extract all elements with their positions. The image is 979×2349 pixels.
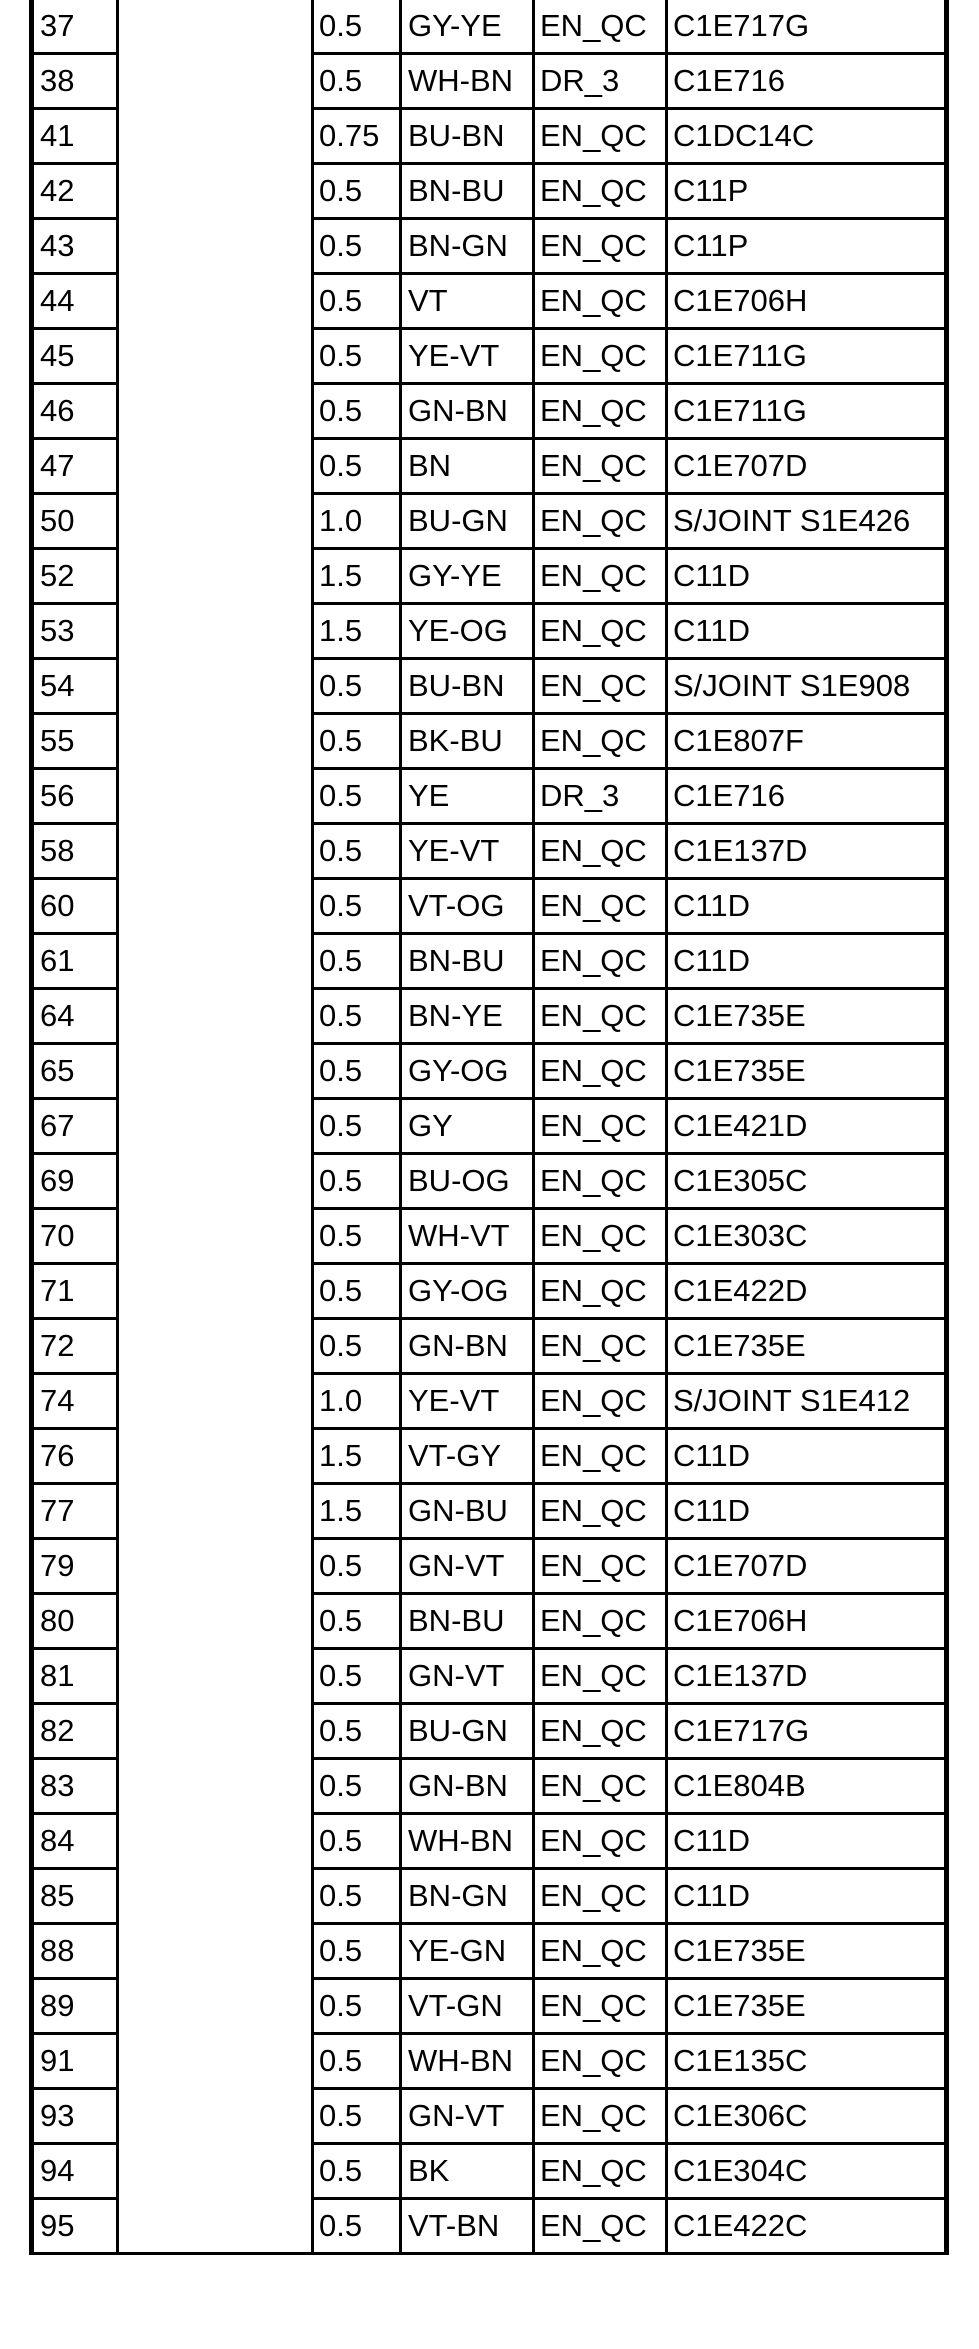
- table-row: [32, 1429, 947, 1484]
- table-row: [32, 0, 947, 54]
- pin-cell: 95: [32, 2199, 118, 2254]
- gauge-cell: 1.0: [313, 494, 401, 549]
- table-row: [32, 1044, 947, 1099]
- blank-cell: [118, 549, 313, 604]
- wire-color-cell: BN: [401, 439, 534, 494]
- variant-cell: EN_QC: [534, 329, 667, 384]
- gauge-cell: 0.5: [313, 1099, 401, 1154]
- gauge-cell: 1.5: [313, 1484, 401, 1539]
- table-row: [32, 989, 947, 1044]
- gauge-cell: 0.5: [313, 384, 401, 439]
- gauge-cell: 0.5: [313, 1704, 401, 1759]
- blank-cell: [118, 494, 313, 549]
- blank-cell: [118, 934, 313, 989]
- wire-color-cell: BN-YE: [401, 989, 534, 1044]
- wire-color-cell: BU-BN: [401, 659, 534, 714]
- destination-cell: S/JOINT S1E426: [667, 494, 947, 549]
- variant-cell: EN_QC: [534, 1979, 667, 2034]
- table-row: [32, 2089, 947, 2144]
- wire-color-cell: GY: [401, 1099, 534, 1154]
- pin-cell: 54: [32, 659, 118, 714]
- variant-cell: EN_QC: [534, 1594, 667, 1649]
- wire-color-cell: GN-VT: [401, 2089, 534, 2144]
- blank-cell: [118, 1869, 313, 1924]
- wire-color-cell: WH-BN: [401, 54, 534, 109]
- wire-color-cell: BN-GN: [401, 219, 534, 274]
- gauge-cell: 0.5: [313, 2144, 401, 2199]
- table-row: [32, 1264, 947, 1319]
- wire-color-cell: BU-GN: [401, 494, 534, 549]
- table-row: [32, 1704, 947, 1759]
- gauge-cell: 0.5: [313, 1539, 401, 1594]
- table-row: [32, 1099, 947, 1154]
- pin-cell: 42: [32, 164, 118, 219]
- wire-color-cell: GN-BU: [401, 1484, 534, 1539]
- table-row: [32, 2034, 947, 2089]
- pin-cell: 60: [32, 879, 118, 934]
- gauge-cell: 0.5: [313, 1209, 401, 1264]
- wire-color-cell: BK-BU: [401, 714, 534, 769]
- variant-cell: DR_3: [534, 769, 667, 824]
- wire-color-cell: GN-BN: [401, 1759, 534, 1814]
- wire-color-cell: YE: [401, 769, 534, 824]
- destination-cell: C1DC14C: [667, 109, 947, 164]
- table-row: [32, 1594, 947, 1649]
- wire-color-cell: YE-VT: [401, 824, 534, 879]
- variant-cell: EN_QC: [534, 2199, 667, 2254]
- blank-cell: [118, 1319, 313, 1374]
- variant-cell: EN_QC: [534, 164, 667, 219]
- gauge-cell: 1.0: [313, 1374, 401, 1429]
- blank-cell: [118, 1649, 313, 1704]
- variant-cell: EN_QC: [534, 1374, 667, 1429]
- pin-cell: 77: [32, 1484, 118, 1539]
- variant-cell: EN_QC: [534, 879, 667, 934]
- wire-color-cell: VT: [401, 274, 534, 329]
- destination-cell: C1E303C: [667, 1209, 947, 1264]
- destination-cell: C1E707D: [667, 1539, 947, 1594]
- wiring-table-body: [32, 0, 947, 2254]
- pin-cell: 43: [32, 219, 118, 274]
- variant-cell: EN_QC: [534, 1539, 667, 1594]
- blank-cell: [118, 1429, 313, 1484]
- blank-cell: [118, 274, 313, 329]
- table-row: [32, 439, 947, 494]
- destination-cell: C1E807F: [667, 714, 947, 769]
- gauge-cell: 0.5: [313, 1264, 401, 1319]
- wire-color-cell: YE-VT: [401, 1374, 534, 1429]
- variant-cell: EN_QC: [534, 549, 667, 604]
- table-row: [32, 1374, 947, 1429]
- pin-cell: 93: [32, 2089, 118, 2144]
- destination-cell: C1E706H: [667, 1594, 947, 1649]
- variant-cell: EN_QC: [534, 494, 667, 549]
- pin-cell: 61: [32, 934, 118, 989]
- wire-color-cell: GN-VT: [401, 1649, 534, 1704]
- blank-cell: [118, 1154, 313, 1209]
- variant-cell: EN_QC: [534, 1484, 667, 1539]
- wire-color-cell: VT-OG: [401, 879, 534, 934]
- blank-cell: [118, 384, 313, 439]
- pin-cell: 91: [32, 2034, 118, 2089]
- destination-cell: C1E804B: [667, 1759, 947, 1814]
- destination-cell: C11D: [667, 1814, 947, 1869]
- destination-cell: C1E735E: [667, 1319, 947, 1374]
- pin-cell: 70: [32, 1209, 118, 1264]
- variant-cell: EN_QC: [534, 1044, 667, 1099]
- gauge-cell: 0.5: [313, 1649, 401, 1704]
- wire-color-cell: GN-BN: [401, 384, 534, 439]
- table-row: [32, 494, 947, 549]
- blank-cell: [118, 54, 313, 109]
- wire-color-cell: WH-BN: [401, 1814, 534, 1869]
- pin-cell: 38: [32, 54, 118, 109]
- wire-color-cell: VT-GN: [401, 1979, 534, 2034]
- pin-cell: 82: [32, 1704, 118, 1759]
- blank-cell: [118, 1814, 313, 1869]
- pin-cell: 55: [32, 714, 118, 769]
- gauge-cell: 0.5: [313, 1319, 401, 1374]
- gauge-cell: 0.5: [313, 1979, 401, 2034]
- table-row: [32, 2199, 947, 2254]
- wire-color-cell: BU-GN: [401, 1704, 534, 1759]
- blank-cell: [118, 604, 313, 659]
- variant-cell: EN_QC: [534, 1814, 667, 1869]
- wire-color-cell: WH-BN: [401, 2034, 534, 2089]
- blank-cell: [118, 1209, 313, 1264]
- table-row: [32, 1539, 947, 1594]
- gauge-cell: 0.75: [313, 109, 401, 164]
- blank-cell: [118, 1484, 313, 1539]
- wiring-table: [29, 0, 949, 2255]
- destination-cell: C1E305C: [667, 1154, 947, 1209]
- table-row: [32, 54, 947, 109]
- destination-cell: C11D: [667, 1869, 947, 1924]
- gauge-cell: 0.5: [313, 329, 401, 384]
- wire-color-cell: YE-GN: [401, 1924, 534, 1979]
- pin-cell: 41: [32, 109, 118, 164]
- table-row: [32, 549, 947, 604]
- gauge-cell: 0.5: [313, 1814, 401, 1869]
- blank-cell: [118, 1044, 313, 1099]
- wire-color-cell: GY-OG: [401, 1044, 534, 1099]
- blank-cell: [118, 659, 313, 714]
- variant-cell: EN_QC: [534, 824, 667, 879]
- wire-color-cell: GY-YE: [401, 549, 534, 604]
- blank-cell: [118, 2144, 313, 2199]
- variant-cell: EN_QC: [534, 1924, 667, 1979]
- table-row: [32, 659, 947, 714]
- destination-cell: C1E717G: [667, 0, 947, 54]
- variant-cell: EN_QC: [534, 989, 667, 1044]
- blank-cell: [118, 824, 313, 879]
- wire-color-cell: GN-VT: [401, 1539, 534, 1594]
- pin-cell: 67: [32, 1099, 118, 1154]
- blank-cell: [118, 109, 313, 164]
- wire-color-cell: BN-BU: [401, 1594, 534, 1649]
- pin-cell: 44: [32, 274, 118, 329]
- table-row: [32, 1209, 947, 1264]
- gauge-cell: 0.5: [313, 164, 401, 219]
- variant-cell: EN_QC: [534, 274, 667, 329]
- table-row: [32, 1924, 947, 1979]
- destination-cell: C1E735E: [667, 1979, 947, 2034]
- blank-cell: [118, 329, 313, 384]
- gauge-cell: 0.5: [313, 1154, 401, 1209]
- variant-cell: EN_QC: [534, 1759, 667, 1814]
- pin-cell: 76: [32, 1429, 118, 1484]
- destination-cell: C1E716: [667, 54, 947, 109]
- blank-cell: [118, 769, 313, 824]
- wire-color-cell: VT-BN: [401, 2199, 534, 2254]
- table-row: [32, 824, 947, 879]
- gauge-cell: 0.5: [313, 1759, 401, 1814]
- table-row: [32, 769, 947, 824]
- destination-cell: C11D: [667, 1484, 947, 1539]
- variant-cell: EN_QC: [534, 0, 667, 54]
- pin-cell: 65: [32, 1044, 118, 1099]
- pin-cell: 74: [32, 1374, 118, 1429]
- blank-cell: [118, 1979, 313, 2034]
- table-row: [32, 934, 947, 989]
- gauge-cell: 0.5: [313, 659, 401, 714]
- variant-cell: EN_QC: [534, 219, 667, 274]
- blank-cell: [118, 2034, 313, 2089]
- destination-cell: C11D: [667, 879, 947, 934]
- gauge-cell: 0.5: [313, 274, 401, 329]
- pin-cell: 94: [32, 2144, 118, 2199]
- pin-cell: 79: [32, 1539, 118, 1594]
- table-row: [32, 329, 947, 384]
- variant-cell: EN_QC: [534, 1264, 667, 1319]
- variant-cell: EN_QC: [534, 1209, 667, 1264]
- blank-cell: [118, 2199, 313, 2254]
- table-row: [32, 1814, 947, 1869]
- gauge-cell: 0.5: [313, 824, 401, 879]
- wire-color-cell: BN-BU: [401, 934, 534, 989]
- pin-cell: 85: [32, 1869, 118, 1924]
- table-row: [32, 604, 947, 659]
- pin-cell: 89: [32, 1979, 118, 2034]
- destination-cell: C1E137D: [667, 824, 947, 879]
- pin-cell: 47: [32, 439, 118, 494]
- destination-cell: C1E735E: [667, 989, 947, 1044]
- blank-cell: [118, 1539, 313, 1594]
- table-row: [32, 1319, 947, 1374]
- destination-cell: C1E735E: [667, 1924, 947, 1979]
- pin-cell: 52: [32, 549, 118, 604]
- table-row: [32, 1649, 947, 1704]
- gauge-cell: 0.5: [313, 54, 401, 109]
- destination-cell: S/JOINT S1E412: [667, 1374, 947, 1429]
- blank-cell: [118, 1924, 313, 1979]
- table-row: [32, 714, 947, 769]
- pin-cell: 81: [32, 1649, 118, 1704]
- blank-cell: [118, 2089, 313, 2144]
- wire-color-cell: GN-BN: [401, 1319, 534, 1374]
- table-row: [32, 1154, 947, 1209]
- gauge-cell: 0.5: [313, 2089, 401, 2144]
- wire-color-cell: BU-OG: [401, 1154, 534, 1209]
- destination-cell: C1E707D: [667, 439, 947, 494]
- destination-cell: C11P: [667, 219, 947, 274]
- table-row: [32, 274, 947, 329]
- destination-cell: C1E422C: [667, 2199, 947, 2254]
- table-row: [32, 1869, 947, 1924]
- gauge-cell: 0.5: [313, 2034, 401, 2089]
- destination-cell: C11D: [667, 934, 947, 989]
- pin-cell: 72: [32, 1319, 118, 1374]
- pin-cell: 58: [32, 824, 118, 879]
- blank-cell: [118, 439, 313, 494]
- pin-cell: 53: [32, 604, 118, 659]
- variant-cell: EN_QC: [534, 604, 667, 659]
- destination-cell: C1E304C: [667, 2144, 947, 2199]
- wire-color-cell: GY-OG: [401, 1264, 534, 1319]
- variant-cell: EN_QC: [534, 2144, 667, 2199]
- gauge-cell: 0.5: [313, 1594, 401, 1649]
- wire-color-cell: BN-BU: [401, 164, 534, 219]
- blank-cell: [118, 164, 313, 219]
- destination-cell: S/JOINT S1E908: [667, 659, 947, 714]
- destination-cell: C1E716: [667, 769, 947, 824]
- variant-cell: EN_QC: [534, 1154, 667, 1209]
- gauge-cell: 1.5: [313, 604, 401, 659]
- destination-cell: C1E137D: [667, 1649, 947, 1704]
- variant-cell: EN_QC: [534, 2089, 667, 2144]
- gauge-cell: 0.5: [313, 714, 401, 769]
- table-row: [32, 164, 947, 219]
- pin-cell: 88: [32, 1924, 118, 1979]
- destination-cell: C1E422D: [667, 1264, 947, 1319]
- pin-cell: 46: [32, 384, 118, 439]
- blank-cell: [118, 1099, 313, 1154]
- table-row: [32, 219, 947, 274]
- variant-cell: EN_QC: [534, 659, 667, 714]
- gauge-cell: 0.5: [313, 1924, 401, 1979]
- pin-cell: 69: [32, 1154, 118, 1209]
- gauge-cell: 0.5: [313, 439, 401, 494]
- destination-cell: C1E306C: [667, 2089, 947, 2144]
- gauge-cell: 0.5: [313, 1869, 401, 1924]
- table-row: [32, 109, 947, 164]
- destination-cell: C1E735E: [667, 1044, 947, 1099]
- wire-color-cell: YE-OG: [401, 604, 534, 659]
- variant-cell: EN_QC: [534, 109, 667, 164]
- blank-cell: [118, 1704, 313, 1759]
- destination-cell: C11D: [667, 1429, 947, 1484]
- blank-cell: [118, 219, 313, 274]
- table-row: [32, 879, 947, 934]
- destination-cell: C1E711G: [667, 384, 947, 439]
- variant-cell: EN_QC: [534, 1704, 667, 1759]
- wire-color-cell: GY-YE: [401, 0, 534, 54]
- destination-cell: C1E706H: [667, 274, 947, 329]
- pin-cell: 80: [32, 1594, 118, 1649]
- wire-color-cell: BU-BN: [401, 109, 534, 164]
- blank-cell: [118, 1594, 313, 1649]
- table-row: [32, 1759, 947, 1814]
- wire-color-cell: BN-GN: [401, 1869, 534, 1924]
- blank-cell: [118, 1759, 313, 1814]
- wire-color-cell: YE-VT: [401, 329, 534, 384]
- table-row: [32, 1484, 947, 1539]
- table-row: [32, 384, 947, 439]
- destination-cell: C1E135C: [667, 2034, 947, 2089]
- variant-cell: EN_QC: [534, 934, 667, 989]
- pin-cell: 56: [32, 769, 118, 824]
- blank-cell: [118, 1264, 313, 1319]
- destination-cell: C1E711G: [667, 329, 947, 384]
- gauge-cell: 0.5: [313, 2199, 401, 2254]
- variant-cell: EN_QC: [534, 2034, 667, 2089]
- variant-cell: EN_QC: [534, 1429, 667, 1484]
- gauge-cell: 0.5: [313, 879, 401, 934]
- blank-cell: [118, 0, 313, 54]
- variant-cell: EN_QC: [534, 1869, 667, 1924]
- blank-cell: [118, 1374, 313, 1429]
- variant-cell: EN_QC: [534, 1319, 667, 1374]
- gauge-cell: 0.5: [313, 1044, 401, 1099]
- pin-cell: 83: [32, 1759, 118, 1814]
- wire-color-cell: BK: [401, 2144, 534, 2199]
- gauge-cell: 0.5: [313, 989, 401, 1044]
- variant-cell: EN_QC: [534, 1099, 667, 1154]
- gauge-cell: 0.5: [313, 219, 401, 274]
- variant-cell: EN_QC: [534, 1649, 667, 1704]
- variant-cell: EN_QC: [534, 439, 667, 494]
- pin-cell: 45: [32, 329, 118, 384]
- pin-cell: 71: [32, 1264, 118, 1319]
- variant-cell: EN_QC: [534, 714, 667, 769]
- pin-cell: 50: [32, 494, 118, 549]
- destination-cell: C11D: [667, 549, 947, 604]
- pin-cell: 64: [32, 989, 118, 1044]
- gauge-cell: 0.5: [313, 934, 401, 989]
- wire-color-cell: VT-GY: [401, 1429, 534, 1484]
- destination-cell: C1E421D: [667, 1099, 947, 1154]
- table-row: [32, 2144, 947, 2199]
- gauge-cell: 0.5: [313, 769, 401, 824]
- gauge-cell: 0.5: [313, 0, 401, 54]
- blank-cell: [118, 714, 313, 769]
- destination-cell: C11D: [667, 604, 947, 659]
- variant-cell: DR_3: [534, 54, 667, 109]
- blank-cell: [118, 989, 313, 1044]
- gauge-cell: 1.5: [313, 549, 401, 604]
- gauge-cell: 1.5: [313, 1429, 401, 1484]
- pin-cell: 84: [32, 1814, 118, 1869]
- pin-cell: 37: [32, 0, 118, 54]
- variant-cell: EN_QC: [534, 384, 667, 439]
- table-row: [32, 1979, 947, 2034]
- wire-color-cell: WH-VT: [401, 1209, 534, 1264]
- blank-cell: [118, 879, 313, 934]
- destination-cell: C1E717G: [667, 1704, 947, 1759]
- destination-cell: C11P: [667, 164, 947, 219]
